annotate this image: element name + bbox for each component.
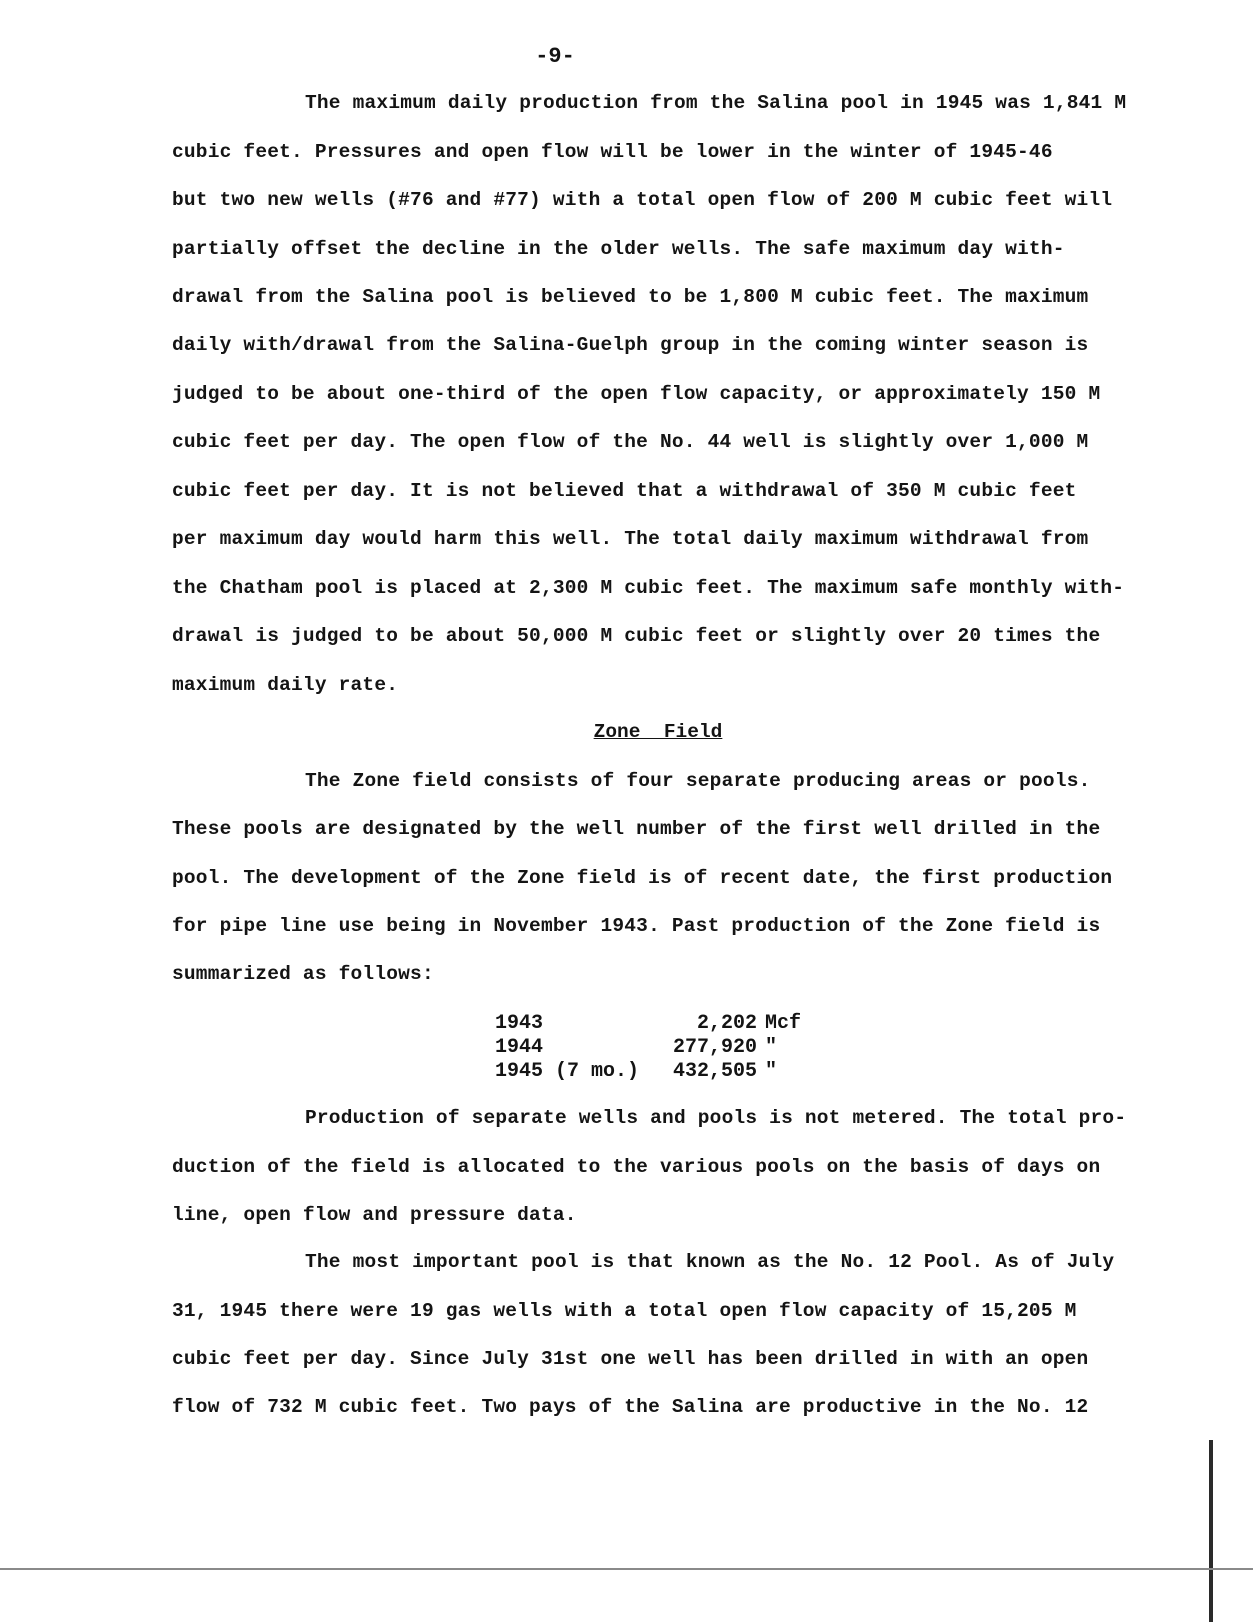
section-heading: Zone Field bbox=[593, 721, 723, 743]
paragraph-line: The maximum daily production from the Salina pool in 1945 was 1,841 M bbox=[305, 92, 1127, 114]
scan-edge-shadow bbox=[1209, 1440, 1213, 1622]
paragraph-line: drawal is judged to be about 50,000 M cubic feet or slightly over 20 times the bbox=[172, 625, 1101, 647]
table-cell-year: 1943 bbox=[495, 1012, 544, 1035]
paragraph-line: duction of the field is allocated to the various pools on the basis of days on bbox=[172, 1156, 1101, 1178]
table-cell-year: 1944 bbox=[495, 1036, 544, 1059]
paragraph-line: These pools are designated by the well number of the first well drilled in the bbox=[172, 818, 1101, 840]
table-cell-unit: " bbox=[765, 1060, 778, 1083]
paragraph-line: the Chatham pool is placed at 2,300 M cubic feet. The maximum safe monthly with- bbox=[172, 577, 1125, 599]
table-row bbox=[495, 1036, 815, 1060]
paragraph-line: daily with/drawal from the Salina-Guelph group in the coming winter season is bbox=[172, 334, 1089, 356]
paragraph-line: cubic feet per day. It is not believed that a withdrawal of 350 M cubic feet bbox=[172, 480, 1077, 502]
production-table bbox=[495, 1012, 815, 1084]
paragraph-line: pool. The development of the Zone field is of recent date, the first production bbox=[172, 867, 1113, 889]
table-cell-value: 432,505 bbox=[672, 1060, 757, 1083]
paragraph-line: flow of 732 M cubic feet. Two pays of the Salina are productive in the No. 12 bbox=[172, 1396, 1089, 1418]
paragraph-line: for pipe line use being in November 1943. Past production of the Zone field is bbox=[172, 915, 1101, 937]
paragraph-line: but two new wells (#76 and #77) with a total open flow of 200 M cubic feet will bbox=[172, 189, 1113, 211]
paragraph-line: cubic feet per day. Since July 31st one well has been drilled in with an open bbox=[172, 1348, 1089, 1370]
paragraph-line: per maximum day would harm this well. The total daily maximum withdrawal from bbox=[172, 528, 1089, 550]
paragraph-line: partially offset the decline in the older wells. The safe maximum day with- bbox=[172, 238, 1065, 260]
paragraph-line: maximum daily rate. bbox=[172, 674, 399, 696]
paragraph-line: judged to be about one-third of the open flow capacity, or approximately 150 M bbox=[172, 383, 1101, 405]
paragraph-line: cubic feet per day. The open flow of the No. 44 well is slightly over 1,000 M bbox=[172, 431, 1089, 453]
paragraph-line: 31, 1945 there were 19 gas wells with a total open flow capacity of 15,205 M bbox=[172, 1300, 1077, 1322]
paragraph-line: The most important pool is that known as the No. 12 Pool. As of July bbox=[305, 1251, 1115, 1273]
page-number: -9- bbox=[535, 44, 575, 69]
table-cell-value: 277,920 bbox=[672, 1036, 757, 1059]
table-cell-unit: " bbox=[765, 1036, 778, 1059]
table-row bbox=[495, 1012, 815, 1036]
table-cell-unit: Mcf bbox=[765, 1012, 802, 1035]
paragraph-line: drawal from the Salina pool is believed to be 1,800 M cubic feet. The maximum bbox=[172, 286, 1089, 308]
scan-edge-line bbox=[0, 1568, 1253, 1570]
paragraph-line: summarized as follows: bbox=[172, 963, 434, 985]
paragraph-line: cubic feet. Pressures and open flow will be lower in the winter of 1945-46 bbox=[172, 141, 1053, 163]
paragraph-line: Production of separate wells and pools is not metered. The total pro- bbox=[305, 1107, 1127, 1129]
table-cell-year: 1945 (7 mo.) bbox=[495, 1060, 640, 1083]
table-cell-value: 2,202 bbox=[696, 1012, 757, 1035]
table-row bbox=[495, 1060, 815, 1084]
paragraph-line: line, open flow and pressure data. bbox=[172, 1204, 577, 1226]
paragraph-line: The Zone field consists of four separate producing areas or pools. bbox=[305, 770, 1091, 792]
